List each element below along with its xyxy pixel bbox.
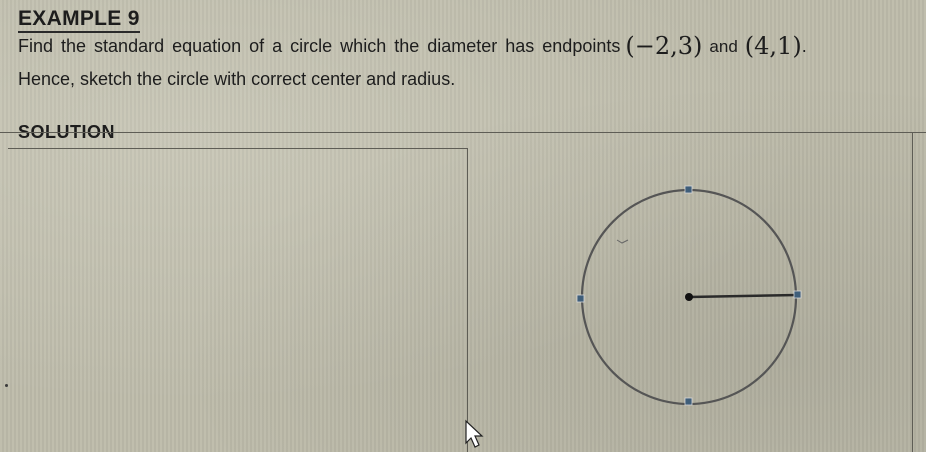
problem-text: Find the standard equation of a circle which the diameter has endpoints [18, 36, 621, 56]
sentence-period: . [801, 36, 807, 56]
top-resize-handle[interactable] [685, 186, 692, 193]
right-resize-handle[interactable] [794, 291, 801, 298]
radius-line[interactable] [689, 295, 797, 297]
bottom-resize-handle[interactable] [685, 398, 692, 405]
small-tick-mark [617, 240, 628, 243]
problem-statement-line-2: Hence, sketch the circle with correct center and radius. [18, 69, 456, 89]
center-point[interactable] [685, 293, 693, 301]
endpoint-2: (4,1) [744, 32, 802, 60]
endpoint-1: (−2,3) [625, 32, 703, 60]
solution-label: SOLUTION [18, 122, 115, 142]
example-heading: EXAMPLE 9 [18, 7, 140, 33]
mouse-pointer-icon [466, 421, 482, 447]
left-resize-handle[interactable] [577, 295, 584, 302]
and-word: and [709, 37, 738, 56]
